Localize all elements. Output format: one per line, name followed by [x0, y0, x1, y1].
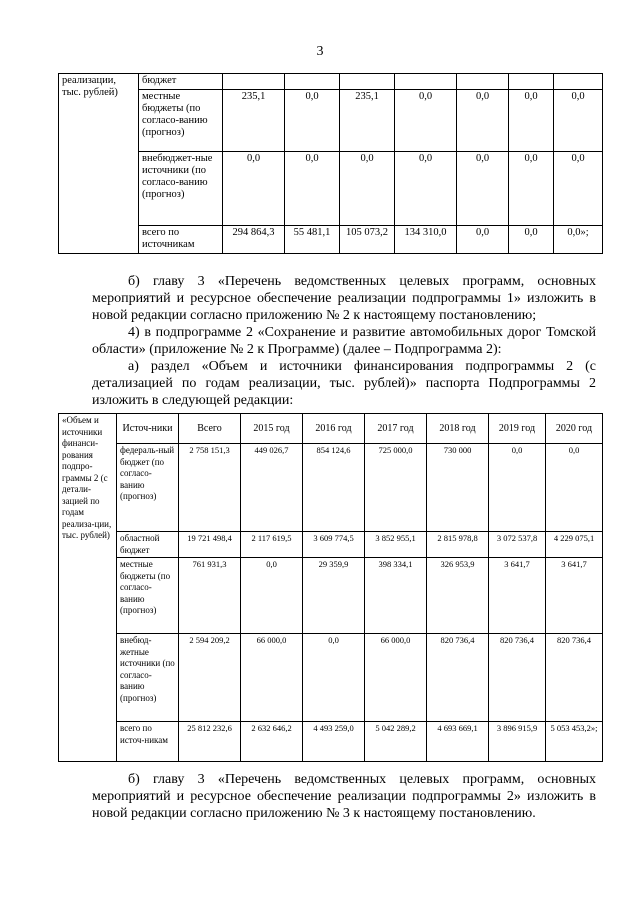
paragraph-subprogram2: 4) в подпрограмме 2 «Сохранение и развитие автомобильных дорог Томской области» (приложение № 2 к Программе) (далее – Подпрограмма 2): [92, 325, 596, 357]
paragraph-chapter3-sub1: б) главу 3 «Перечень ведомственных целевых программ, основных мероприятий и ресурсное обеспечение реализации подпрограммы 1» изложить в новой редакции согласно приложению № 2 к настоящему постановлению; [92, 274, 596, 323]
column-header: 2018 год [427, 414, 489, 444]
column-header: Всего [179, 414, 241, 444]
source-label: бюджет [139, 74, 223, 90]
table-row: местные бюджеты (по согласо-ванию (прогноз) 235,1 0,0 235,1 0,0 0,0 0,0 0,0 [59, 90, 603, 152]
table-row: внебюд-жетные источники (по согласо-ванию (прогноз) 2 594 209,2 66 000,0 0,0 66 000,0 820 736,4 820 736,4 820 736,4 [59, 634, 603, 722]
source-label: местные бюджеты (по согласо-ванию (прогноз) [139, 90, 223, 152]
page-number: 3 [316, 44, 324, 59]
table-continuation [58, 73, 603, 254]
table-row [59, 74, 603, 90]
table-row: всего по источникам 294 864,3 55 481,1 105 073,2 134 310,0 0,0 0,0 0,0»; [59, 226, 603, 254]
table-row: федераль-ный бюджет (по согласо-ванию (прогноз) 2 758 151,3 449 026,7 854 124,6 725 000,0 730 000 0,0 0,0 [59, 444, 603, 532]
table-row: областной бюджет 19 721 498,4 2 117 619,5 3 609 774,5 3 852 955,1 2 815 978,8 3 072 537,8 4 229 075,1 [59, 532, 603, 558]
table-row: внебюджет-ные источники (по согласо-ванию (прогноз) 0,0 0,0 0,0 0,0 0,0 0,0 0,0 [59, 152, 603, 226]
row-header: «Объем и источники финанси-рования подпро-граммы 2 (с детали-зацией по годам реализа-ции, тыс. рублей) [59, 414, 117, 762]
table-row: всего по источ-никам 25 812 232,6 2 632 646,2 4 493 259,0 5 042 289,2 4 693 669,1 3 896 915,9 5 053 453,2»; [59, 722, 603, 762]
table-header-row [59, 414, 603, 444]
source-label: местные бюджеты (по согласо-ванию (прогноз) [117, 558, 179, 634]
source-label: всего по источникам [139, 226, 223, 254]
column-header: Источ-ники [117, 414, 179, 444]
source-label: всего по источ-никам [117, 722, 179, 762]
source-label: внебюд-жетные источники (по согласо-ванию (прогноз) [117, 634, 179, 722]
row-header: реализации, тыс. рублей) [59, 74, 139, 254]
column-header: 2015 год [241, 414, 303, 444]
column-header: 2019 год [489, 414, 546, 444]
column-header: 2020 год [546, 414, 603, 444]
paragraph-section-a: а) раздел «Объем и источники финансирования подпрограммы 2 (с детализацией по годам реализации, тыс. рублей)» паспорта Подпрограммы 2 изложить в следующей редакции: [92, 359, 596, 408]
source-label: федераль-ный бюджет (по согласо-ванию (прогноз) [117, 444, 179, 532]
column-header: 2016 год [303, 414, 365, 444]
paragraph-chapter3-sub2: б) главу 3 «Перечень ведомственных целевых программ, основных мероприятий и ресурсное обеспечение реализации подпрограммы 2» изложить в новой редакции согласно приложению № 3 к настоящему постановлению. [92, 772, 596, 821]
table-subprogram2-funding [58, 413, 603, 762]
source-label: внебюджет-ные источники (по согласо-ванию (прогноз) [139, 152, 223, 226]
source-label: областной бюджет [117, 532, 179, 558]
table-row: местные бюджеты (по согласо-ванию (прогноз) 761 931,3 0,0 29 359,9 398 334,1 326 953,9 3 641,7 3 641,7 [59, 558, 603, 634]
column-header: 2017 год [365, 414, 427, 444]
